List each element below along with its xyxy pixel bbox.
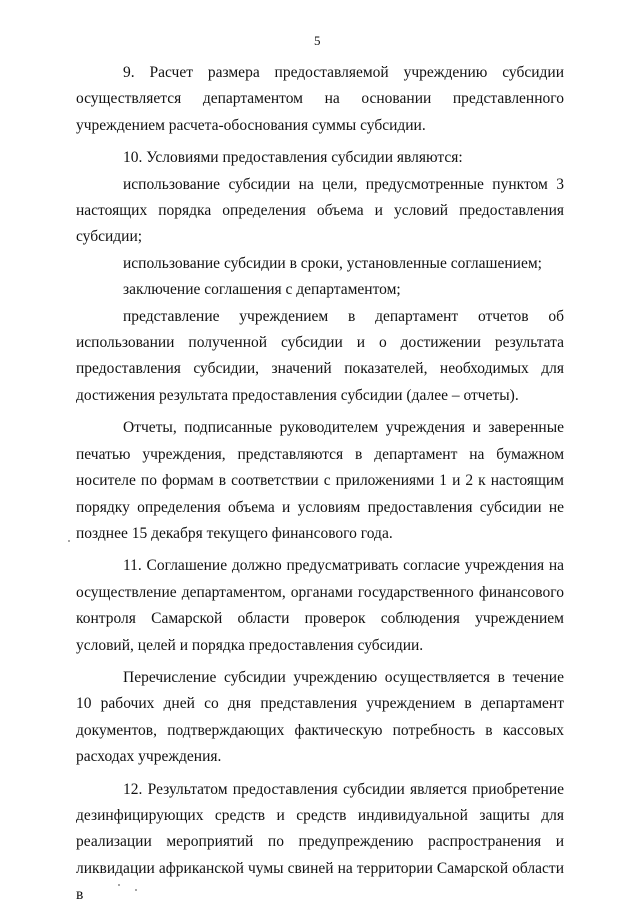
paragraph-11-agreement-consent: 11. Соглашение должно предусматривать согласие учреждения на осуществление департаментом, органами государственного финансового контроля Самарской области проверок соблюдения учреждением условий, целей и порядка предоставления субсидии.	[76, 557, 564, 654]
scan-speck	[68, 540, 70, 542]
scan-speck	[135, 889, 137, 891]
paragraph-12-result: 12. Результатом предоставления субсидии является приобретение дезинфицирующих средств и средств индивидуальной защиты для реализации мероприятий по предупреждению распространения и ликвидации африканской чумы свиней на территории Самарской области в	[76, 780, 564, 904]
paragraph-subsidy-transfer: Перечисление субсидии учреждению осуществляется в течение 10 рабочих дней со дня представления учреждением в департамент документов, подтверждающих фактическую потребность в кассовых расходах учреждения.	[76, 668, 564, 766]
page-number: 5	[314, 33, 321, 48]
scan-speck	[118, 884, 120, 886]
paragraph-condition-use-purposes: использование субсидии на цели, предусмотренные пунктом 3 настоящих порядка определения объема и условий предоставления субсидии;	[76, 175, 564, 246]
paragraph-10-conditions-heading: 10. Условиями предоставления субсидии являются:	[123, 149, 463, 167]
document-body	[76, 60, 564, 909]
paragraph-condition-reports: представление учреждением в департамент отчетов об использовании полученной субсидии и о достижении результата предоставления субсидии, значений показателей, необходимых для достижения результата предоставления субсидии (далее – отчеты).	[76, 307, 564, 404]
paragraph-condition-use-terms: использование субсидии в сроки, установленные соглашением;	[123, 254, 542, 272]
paragraph-9-calculation: 9. Расчет размера предоставляемой учреждению субсидии осуществляется департаментом на основании представленного учреждением расчета-обоснования суммы субсидии.	[76, 64, 564, 134]
paragraph-condition-agreement: заключение соглашения с департаментом;	[123, 281, 401, 299]
paragraph-reports-submission: Отчеты, подписанные руководителем учреждения и заверенные печатью учреждения, представляются в департамент на бумажном носителе по формам в соответствии с приложениями 1 и 2 к настоящим порядку определения объема и условиям предоставления субсидии не позднее 15 декабря текущего финансового года.	[76, 419, 564, 542]
